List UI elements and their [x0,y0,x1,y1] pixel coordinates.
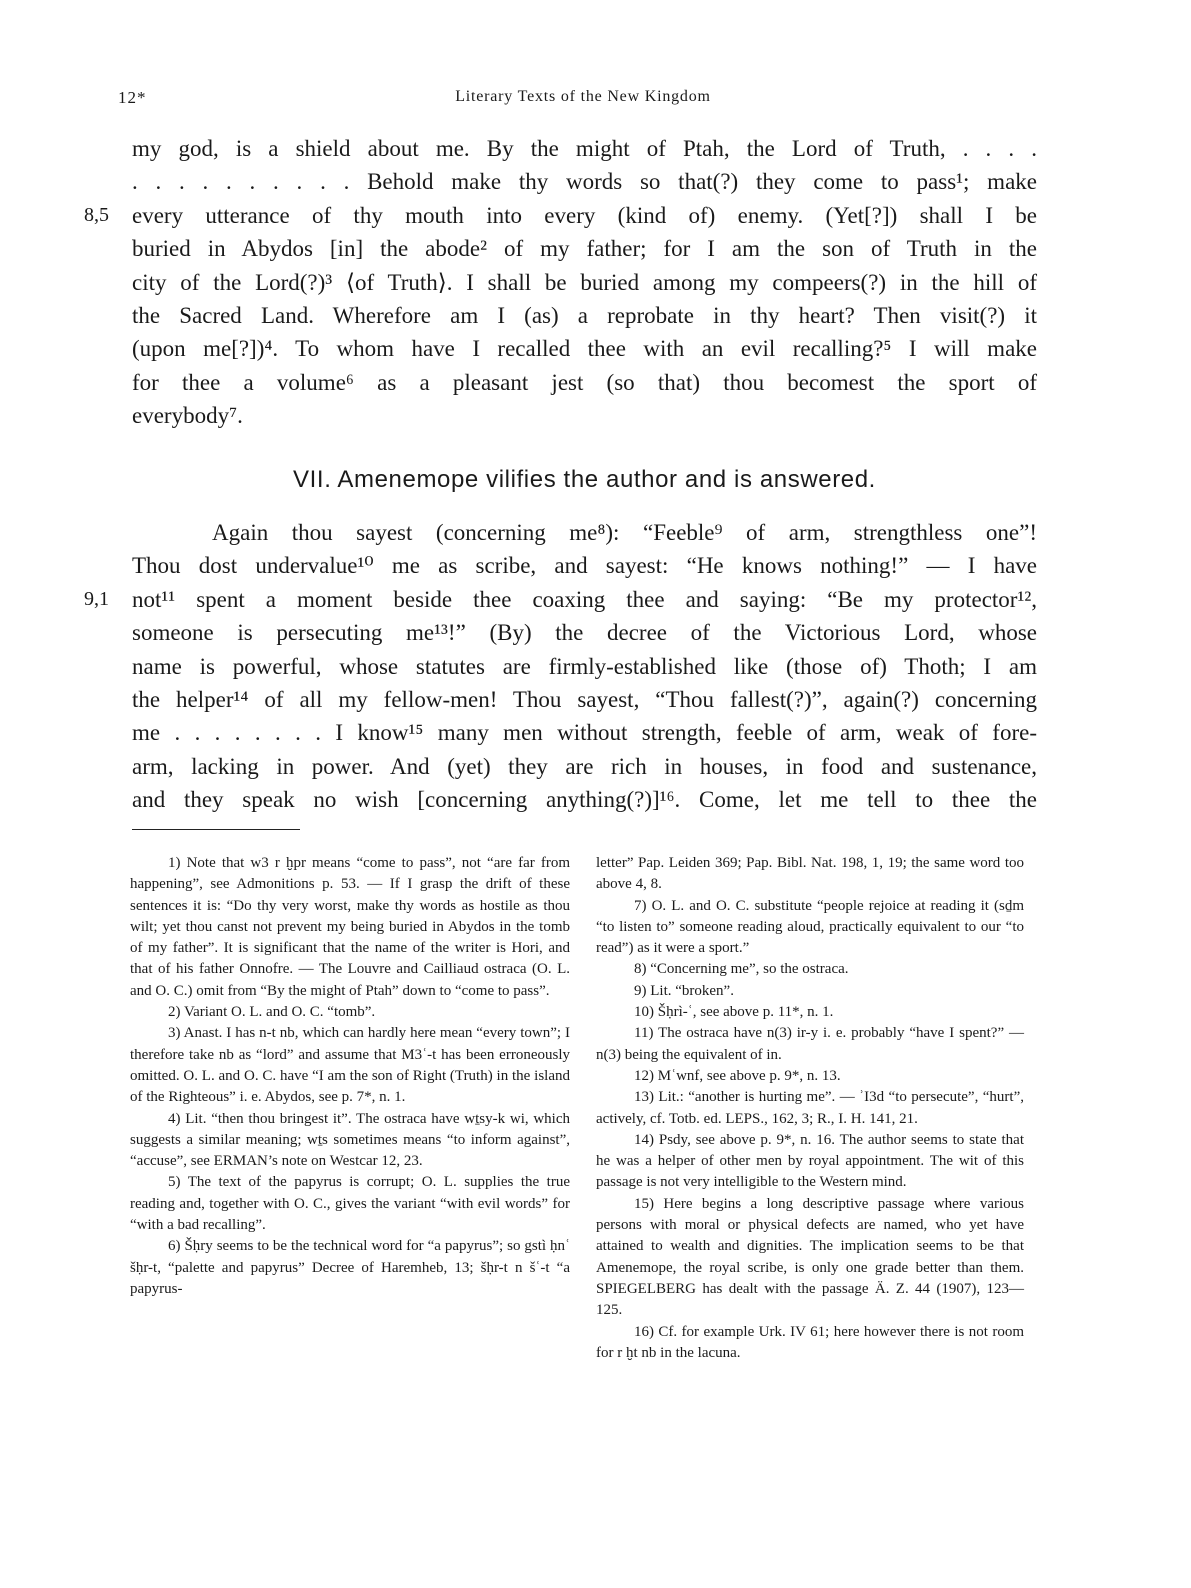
footnote: 5) The text of the papyrus is corrupt; O. L. supplies the true reading and, together with O. C., gives the variant “with evil words” for “with a bad recalling”. [130,1174,570,1234]
body-block-1 [84,132,1037,433]
footnote: 6) Šḥry seems to be the technical word for “a papyrus”; so gstì ḥnʿ šḥr-t, “palette and papyrus” Decree of Haremheb, 13; šḥr-t n šʿ-t “a papyrus- [130,1238,570,1297]
footnote: 7) O. L. and O. C. substitute “people rejoice at reading it (sḏm “to listen to” someone reading aloud, practically equivalent to our “to read”) as it were a sport.” [596,897,1024,957]
footnote: 2) Variant O. L. and O. C. “tomb”. [168,1004,376,1021]
footnote: 15) Here begins a long descriptive passage where various persons with moral or physical defects are named, who yet have attained to wealth and dignities. The implication seems to be that Amenemope, the royal scribe, is only one grade better than them. SPIEGELBERG has dealt with the passage Ä. Z. 44 (1907), 123—125. [596,1195,1024,1319]
text-line: me . . . . . . . . I know¹⁵ many men without strength, feeble of arm, weak of fore- [132,720,1037,746]
footnote: 1) Note that w3 r ḫpr means “come to pass”, not “are far from happening”, see Admonitions p. 53. — If I grasp the drift of these sentences it is: “Do thy very worst, make thy words as hostile as thou wilt; yet thou canst not prevent my being buried in Abydos in the tomb of my father”. It is significant that the name of the writer is Hori, and that of his father Onnofre. — The Louvre and Cailliaud ostraca (O. L. and O. C.) omit from “By the might of Ptah” down to “come to pass”. [130,855,570,999]
text-line: Again thou sayest (concerning me⁸): “Feeble⁹ of arm, strengthless one”! [212,520,1037,545]
footnote: 4) Lit. “then thou bringest it”. The ostraca have wṯsy-k wi, which suggests a similar meaning; wṯs sometimes means “to inform against”, “accuse”, see ERMAN’s note on Westcar 12, 23. [130,1110,570,1170]
text-line [84,583,1037,616]
footnote: 9) Lit. “broken”. [634,982,734,999]
text-line [84,199,1037,232]
text-line: arm, lacking in power. And (yet) they are rich in houses, in food and sustenance, [132,753,1037,779]
text-line: the helper¹⁴ of all my fellow-men! Thou sayest, “Thou fallest(?)”, again(?) concerning [132,686,1037,712]
text-line: city of the Lord(?)³ ⟨of Truth⟩. I shall be buried among my compeers(?) in the hill of [132,269,1037,295]
footnote: 16) Cf. for example Urk. IV 61; here however there is not room for r ḫt nb in the lacuna. [596,1323,1024,1361]
footnote-continuation: letter” Pap. Leiden 369; Pap. Bibl. Nat. 198, 1, 19; the same word too above 4, 8. [596,855,1024,893]
margin-reference: 8,5 [84,203,109,226]
footnotes-left-column [130,853,570,1300]
footnote: 8) “Concerning me”, so the ostraca. [634,961,849,978]
footnote: 10) Šḥrì-ʿ, see above p. 11*, n. 1. [634,1004,834,1021]
footnote: 13) Lit.: “another is hurting me”. — ʾI3d “to persecute”, “hurt”, actively, cf. Totb. ed. LEPS., 162, 3; R., I. H. 141, 21. [596,1089,1024,1127]
text-line: (upon me[?])⁴. To whom have I recalled thee with an evil recalling?⁵ I will make [132,336,1037,362]
page-header [118,88,1048,118]
margin-reference: 9,1 [84,587,109,610]
running-title: Literary Texts of the New Kingdom [455,88,711,105]
text-line: and they speak no wish [concerning anything(?)]¹⁶. Come, let me tell to thee the [132,787,1037,813]
text-line: my god, is a shield about me. By the might of Ptah, the Lord of Truth, . . . . [132,136,1037,161]
text-line: name is powerful, whose statutes are firmly-established like (those of) Thoth; I am [132,653,1037,679]
footnote: 11) The ostraca have n(3) ir-y i. e. probably “have I spent?” — n(3) being the equivalent of in. [596,1025,1024,1063]
text-line: someone is persecuting me¹³!” (By) the decree of the Victorious Lord, whose [132,620,1037,646]
footnote-divider [132,829,300,830]
text-line-content: every utterance of thy mouth into every (kind of) enemy. (Yet[?]) shall I be [132,202,1037,228]
body-block-2 [84,516,1037,817]
footnote: 12) Mʿwnf, see above p. 9*, n. 13. [634,1067,841,1084]
text-line: the Sacred Land. Wherefore am I (as) a reprobate in thy heart? Then visit(?) it [132,302,1037,328]
text-line: buried in Abydos [in] the abode² of my father; for I am the son of Truth in the [132,236,1037,262]
text-line-content: not¹¹ spent a moment beside thee coaxing thee and saying: “Be my protector¹², [132,586,1037,612]
text-line: Thou dost undervalue¹⁰ me as scribe, and sayest: “He knows nothing!” — I have [132,553,1037,579]
text-line: everybody⁷. [132,403,243,429]
section-heading: VII. Amenemope vilifies the author and is answered. [293,466,876,493]
footnote: 3) Anast. I has n-t nb, which can hardly here mean “every town”; I therefore take nb as “lord” and assume that M3ʿ-t has been erroneously omitted. O. L. and O. C. have “I am the son of Right (Truth) in the island of the Righteous” i. e. Abydos, see p. 7*, n. 1. [130,1025,570,1106]
page-number: 12* [118,88,147,107]
text-line: . . . . . . . . . . Behold make thy words so that(?) they come to pass¹; make [132,169,1037,195]
text-line: for thee a volume⁶ as a pleasant jest (so that) thou becomest the sport of [132,369,1037,395]
footnotes-right-column [596,853,1024,1364]
footnote: 14) Psdy, see above p. 9*, n. 16. The author seems to state that he was a helper of other men by royal appointment. The wit of this passage is not very intelligible to the Western mind. [596,1131,1024,1191]
